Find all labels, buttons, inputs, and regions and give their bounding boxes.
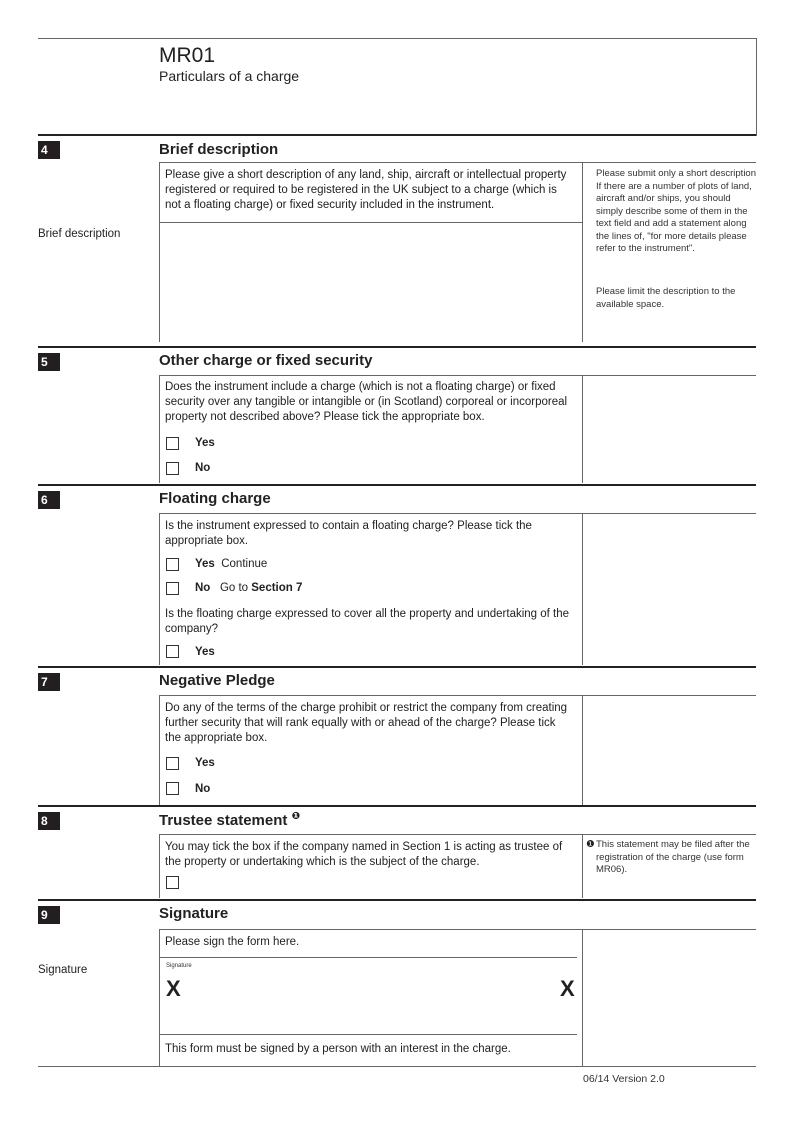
- form-code: MR01: [159, 44, 216, 67]
- bottom-border: [38, 1066, 756, 1067]
- section-9-number: 9: [38, 906, 60, 924]
- section-9-footer-text: This form must be signed by a person with an interest in the charge.: [165, 1043, 511, 1055]
- section-6-left-edge: [159, 513, 160, 665]
- section-6-no-label: No Go to Section 7: [195, 582, 303, 594]
- section-9-subrule: [159, 929, 756, 930]
- section-9-divider: [582, 929, 583, 1066]
- section-7-number: 7: [38, 673, 60, 691]
- section-8-subrule: [159, 834, 756, 835]
- section-4-rule: [38, 134, 756, 136]
- section-7-no-checkbox[interactable]: [166, 782, 179, 795]
- section-6-yes-checkbox[interactable]: [166, 558, 179, 571]
- section-5-divider: [582, 375, 583, 483]
- right-border: [756, 38, 757, 136]
- section-7-yes-checkbox[interactable]: [166, 757, 179, 770]
- signature-label: Signature: [38, 964, 88, 976]
- section-8-side-note: This statement may be filed after the registration of the charge (use form MR06).: [596, 839, 750, 875]
- signature-x-left-icon: X: [166, 976, 181, 1001]
- section-8-number: 8: [38, 812, 60, 830]
- section-7-no-label: No: [195, 783, 211, 795]
- section-6-subrule: [159, 513, 756, 514]
- signature-field[interactable]: [160, 958, 577, 1034]
- section-6-divider: [582, 513, 583, 665]
- section-7-rule: [38, 666, 756, 668]
- section-6-no-checkbox[interactable]: [166, 582, 179, 595]
- note-1-icon: ❶: [291, 811, 301, 822]
- section-5-no-label: No: [195, 462, 211, 474]
- signature-box-label: Signature: [166, 963, 192, 969]
- section-9-title: Signature: [159, 905, 229, 922]
- section-4-divider: [582, 162, 583, 342]
- section-8-divider: [582, 834, 583, 898]
- section-7-left-edge: [159, 695, 160, 805]
- section-4-number: 4: [38, 141, 60, 159]
- section-5-question: Does the instrument include a charge (which is not a floating charge) or fixed security over any tangible or intangible or (in Scotland) corporeal or incorporeal property not described above? Please tick the appropriate box.: [165, 381, 568, 423]
- section-5-title: Other charge or fixed security: [159, 352, 373, 369]
- side-note-1-icon: ❶: [586, 839, 595, 850]
- section-4-note: Please submit only a short description If there are a number of plots of land, aircraft and/or ships, you should simply describe some of them in the text field and add a statement along the lines of, "for more details please refer to the instrument".: [596, 168, 756, 254]
- signature-box-bottom: [159, 1034, 577, 1035]
- section-6-rule: [38, 484, 756, 486]
- section-6-title: Floating charge: [159, 490, 271, 507]
- section-5-no-checkbox[interactable]: [166, 462, 179, 475]
- section-5-yes-checkbox[interactable]: [166, 437, 179, 450]
- section-4-note-limit: Please limit the description to the available space.: [596, 286, 736, 310]
- section-7-yes-label: Yes: [195, 757, 215, 769]
- signature-x-right-icon: X: [560, 976, 575, 1001]
- section-8-text: You may tick the box if the company named in Section 1 is acting as trustee of the property or undertaking which is the subject of the charge.: [165, 841, 563, 868]
- section-5-number: 5: [38, 353, 60, 371]
- version-label: 06/14 Version 2.0: [583, 1073, 665, 1085]
- form-title: Particulars of a charge: [159, 68, 300, 84]
- top-border: [38, 38, 756, 39]
- section-6-yes-label: Yes Continue: [195, 558, 268, 570]
- section-8-left-edge: [159, 834, 160, 898]
- section-6-number: 6: [38, 491, 60, 509]
- section-7-subrule: [159, 695, 756, 696]
- section-8-rule: [38, 805, 756, 807]
- section-6-yes2-checkbox[interactable]: [166, 645, 179, 658]
- section-5-left-edge: [159, 375, 160, 483]
- section-7-divider: [582, 695, 583, 805]
- section-5-rule: [38, 346, 756, 348]
- brief-description-label: Brief description: [38, 228, 121, 240]
- section-5-yes-label: Yes: [195, 437, 215, 449]
- section-9-rule: [38, 899, 756, 901]
- section-4-instruction: Please give a short description of any land, ship, aircraft or intellectual property registered or required to be registered in the UK subject to a charge (which is not a floating charge) or fixed security included in the instrument.: [165, 169, 567, 211]
- section-7-question: Do any of the terms of the charge prohibit or restrict the company from creating further security that will rank equally with or ahead of the charge? Please tick the appropriate box.: [165, 702, 568, 744]
- section-4-subrule: [159, 162, 756, 163]
- trustee-checkbox[interactable]: [166, 876, 179, 889]
- section-8-title: Trustee statement $^❶$: [159, 811, 301, 829]
- section-7-title: Negative Pledge: [159, 672, 275, 689]
- section-4-title: Brief description: [159, 141, 279, 158]
- section-6-question-2: Is the floating charge expressed to cover all the property and undertaking of the company?: [165, 608, 570, 635]
- section-6-question-1: Is the instrument expressed to contain a floating charge? Please tick the appropriate box.: [165, 520, 532, 547]
- section-9-instruction: Please sign the form here.: [165, 936, 300, 948]
- section-6-yes2-label: Yes: [195, 646, 215, 658]
- section-5-subrule: [159, 375, 756, 376]
- brief-description-field[interactable]: [160, 223, 581, 341]
